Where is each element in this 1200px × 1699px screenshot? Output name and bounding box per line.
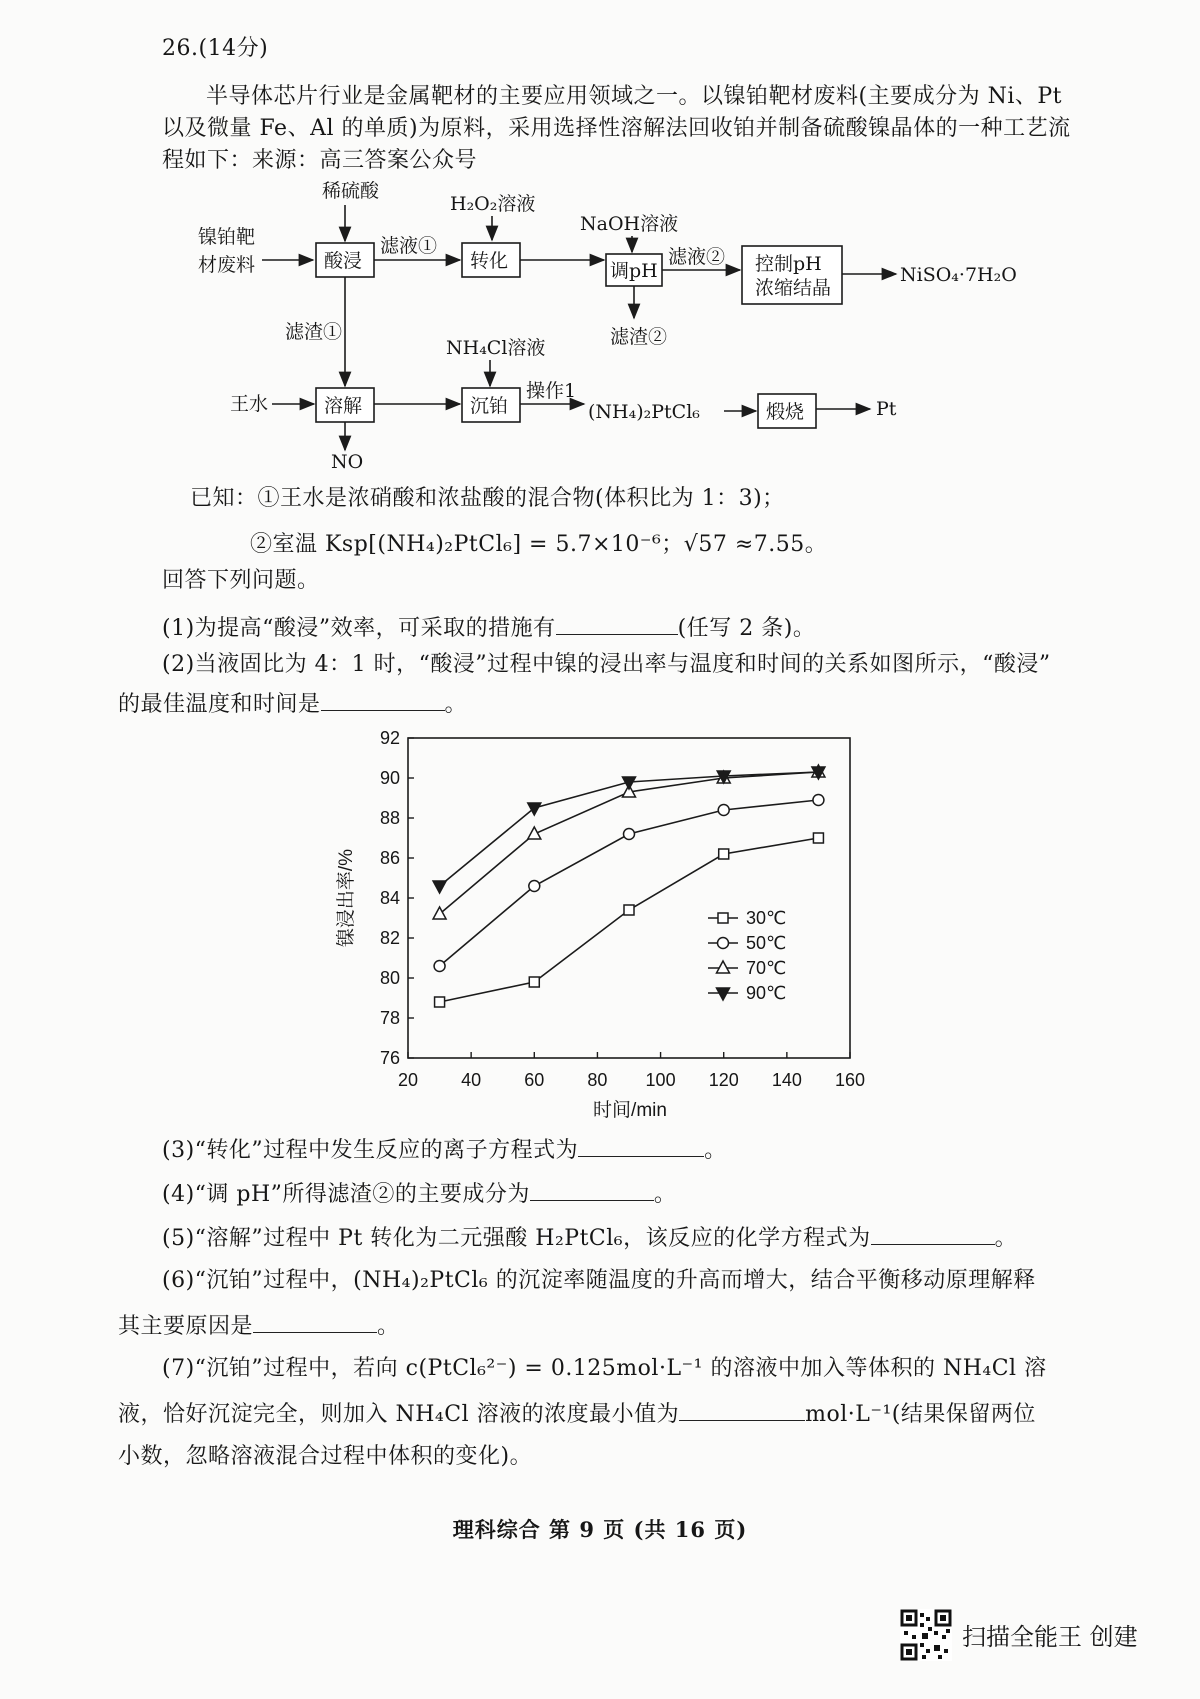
data-point	[624, 829, 635, 840]
crystallize-label-1: 控制pH	[755, 253, 822, 275]
x-tick-label: 140	[771, 1070, 802, 1090]
intro-line-2: 以及微量 Fe、Al 的单质)为原料，采用选择性溶解法回收铂并制备硫酸镍晶体的一种工艺流	[162, 116, 1071, 141]
x-tick-label: 160	[834, 1070, 866, 1090]
qr-code-icon	[900, 1609, 952, 1661]
known-line-1: 已知：①王水是浓硝酸和浓盐酸的混合物(体积比为 1：3)；	[190, 486, 785, 511]
legend-marker	[717, 961, 730, 973]
data-point	[624, 905, 634, 915]
q7-line-3: 小数，忽略溶液混合过程中体积的变化)。	[118, 1444, 533, 1469]
calcine-label: 煅烧	[766, 401, 805, 423]
operation1-label: 操作1	[526, 380, 577, 402]
x-tick-label: 100	[645, 1070, 676, 1090]
y-tick-label: 86	[379, 848, 400, 868]
data-point	[433, 881, 446, 893]
legend-label: 50℃	[746, 933, 787, 953]
q1-suffix: (任写 2 条)。	[677, 616, 816, 641]
data-point	[813, 833, 823, 843]
data-point	[529, 977, 539, 987]
q7-text: 液，恰好沉淀完全，则加入 NH₄Cl 溶液的浓度最小值为	[118, 1402, 680, 1427]
y-tick-label: 78	[379, 1008, 400, 1028]
aqua-regia-label: 王水	[230, 393, 269, 415]
nickel-product-label: NiSO₄·7H₂O	[900, 264, 1017, 286]
q7-line-2	[118, 1398, 1036, 1430]
intermediate-label: (NH₄)₂PtCl₆	[588, 401, 700, 423]
convert-label: 转化	[470, 250, 509, 272]
q7-answer-blank[interactable]	[679, 1398, 805, 1421]
crystallize-label-2: 浓缩结晶	[755, 277, 832, 299]
legend-label: 90℃	[746, 983, 787, 1003]
data-point	[434, 961, 445, 972]
q7-suffix: mol·L⁻¹(结果保留两位	[805, 1402, 1036, 1427]
feed-label-2: 材废料	[198, 254, 256, 276]
q6-answer-blank[interactable]	[253, 1310, 377, 1333]
y-tick-label: 92	[379, 728, 400, 748]
data-point	[528, 803, 541, 815]
q1-text: (1)为提高“酸浸”效率，可采取的措施有	[162, 616, 556, 641]
data-point	[813, 795, 824, 806]
q5-text: (5)“溶解”过程中 Pt 转化为二元强酸 H₂PtCl₆，该反应的化学方程式为	[162, 1226, 871, 1251]
q6-line-2	[118, 1310, 400, 1342]
data-point	[719, 849, 729, 859]
precipitate-label: 沉铂	[470, 395, 509, 417]
q2-line-1: (2)当液固比为 4：1 时，“酸浸”过程中镍的浸出率与温度和时间的关系如图所示，“酸浸”	[162, 652, 1051, 677]
dissolve-label: 溶解	[324, 395, 363, 417]
h2o2-label: H₂O₂溶液	[450, 193, 536, 215]
q3-suffix: 。	[704, 1138, 727, 1163]
y-tick-label: 84	[379, 888, 400, 908]
acid-leach-label: 酸浸	[324, 250, 363, 272]
y-tick-label: 76	[379, 1048, 400, 1068]
q2-suffix: 。	[444, 692, 468, 717]
x-axis-label: 时间/min	[593, 1100, 667, 1121]
no-label: NO	[331, 451, 364, 470]
data-point	[718, 805, 729, 816]
q7-line-1: (7)“沉铂”过程中，若向 c(PtCl₆²⁻) = 0.125mol·L⁻¹ 的溶液中加入等体积的 NH₄Cl 溶	[162, 1356, 1047, 1381]
q5-suffix: 。	[994, 1226, 1018, 1251]
x-tick-label: 20	[397, 1070, 419, 1090]
data-point	[528, 827, 541, 839]
x-tick-label: 40	[461, 1070, 482, 1090]
q4-text: (4)“调 pH”所得滤渣②的主要成分为	[162, 1182, 530, 1207]
q5-line	[162, 1222, 1017, 1254]
y-axis-label: 镍浸出率/%	[336, 848, 357, 948]
filtrate2-label: 滤液②	[668, 246, 726, 268]
filtrate1-label: 滤液①	[380, 235, 438, 257]
legend-marker	[717, 988, 730, 1000]
intro-line-1: 半导体芯片行业是金属靶材的主要应用领域之一。以镍铂靶材废料(主要成分为 Ni、Pt	[206, 84, 1063, 109]
q3-line	[162, 1134, 727, 1166]
legend-marker	[718, 913, 728, 923]
acid-label: 稀硫酸	[322, 180, 380, 202]
q3-text: (3)“转化”过程中发生反应的离子方程式为	[162, 1138, 579, 1163]
q4-answer-blank[interactable]	[530, 1178, 654, 1201]
q6-line-1: (6)“沉铂”过程中，(NH₄)₂PtCl₆ 的沉淀率随温度的升高而增大，结合平衡移动原理解释	[162, 1268, 1036, 1293]
x-tick-label: 120	[708, 1070, 739, 1090]
q3-answer-blank[interactable]	[578, 1134, 704, 1157]
naoh-label: NaOH溶液	[580, 213, 679, 235]
q4-suffix: 。	[653, 1182, 677, 1207]
intro-line-3: 程如下：来源：高三答案公众号	[162, 148, 478, 173]
data-point	[433, 907, 446, 919]
q5-answer-blank[interactable]	[871, 1222, 995, 1245]
nh4cl-label: NH₄Cl溶液	[446, 337, 546, 359]
known-line-2: ②室温 Ksp[(NH₄)₂PtCl₆] = 5.7×10⁻⁶；√57 ≈7.55。	[250, 532, 828, 557]
y-tick-label: 88	[379, 808, 400, 828]
prompt-line: 回答下列问题。	[162, 568, 320, 593]
watermark-text: 扫描全能王 创建	[962, 1623, 1138, 1651]
y-tick-label: 80	[379, 968, 400, 988]
pt-product-label: Pt	[876, 398, 897, 420]
q6-text: 其主要原因是	[118, 1314, 254, 1339]
scanner-watermark	[900, 1605, 1190, 1665]
page-footer: 理科综合 第 9 页 (共 16 页)	[452, 1517, 748, 1542]
q6-suffix: 。	[377, 1314, 400, 1339]
q2-text: 的最佳温度和时间是	[118, 692, 321, 717]
data-point	[435, 997, 445, 1007]
legend-marker	[718, 938, 729, 949]
residue1-label: 滤渣①	[285, 321, 343, 343]
adjust-ph-label: 调pH	[610, 260, 658, 282]
x-tick-label: 80	[587, 1070, 608, 1090]
q4-line	[162, 1178, 676, 1210]
legend-label: 70℃	[746, 958, 787, 978]
data-point	[529, 881, 540, 892]
y-tick-label: 90	[379, 768, 400, 788]
chart-legend	[708, 908, 786, 1003]
legend-label: 30℃	[746, 908, 787, 928]
feed-label-1: 镍铂靶	[198, 226, 256, 248]
question-number: 26.(14分)	[162, 36, 269, 61]
residue2-label: 滤渣②	[610, 326, 668, 348]
x-tick-label: 60	[524, 1070, 545, 1090]
y-tick-label: 82	[379, 928, 400, 948]
